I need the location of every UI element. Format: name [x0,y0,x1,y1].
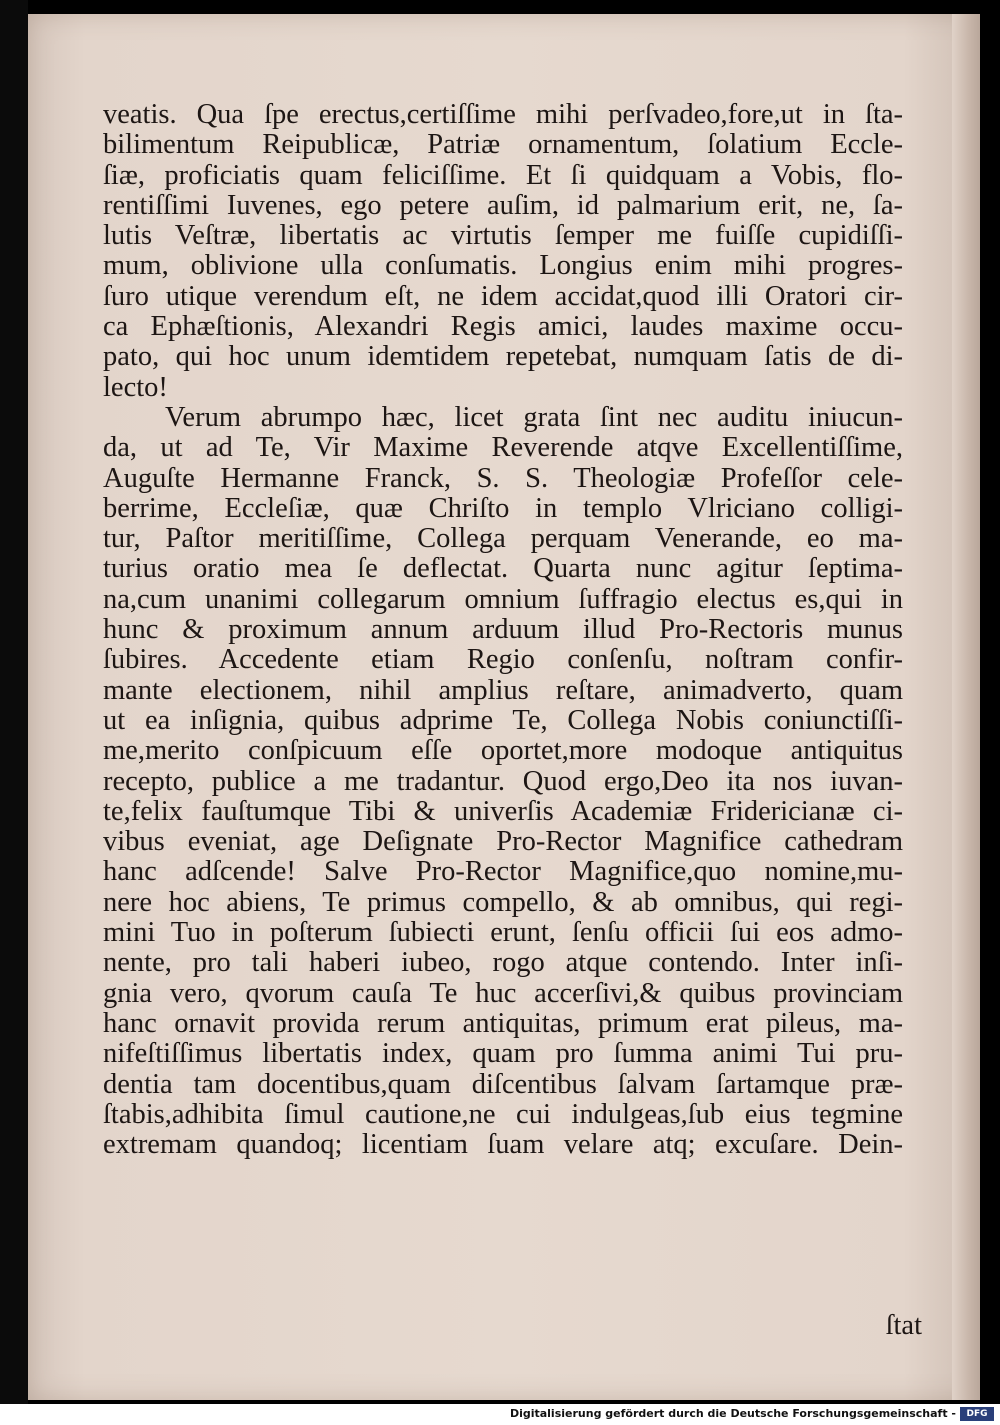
page-edge [952,14,980,1400]
text-line: mini Tuo in poſterum ſubiecti erunt, ſenſu officii ſui eos admo- [103,917,903,949]
text-line: recepto, publice a me tradantur. Quod ergo,Deo ita nos iuvan- [103,765,903,797]
text-line: lutis Veſtræ, libertatis ac virtutis ſemper me fuiſſe cupidiſſi- [103,220,903,252]
text-line: tur, Paſtor meritiſſime, Collega perquam Venerande, eo ma- [103,523,903,555]
text-line: turius oratio mea ſe deflectat. Quarta nunc agitur ſeptima- [103,553,903,585]
text-line: me,merito conſpicuum eſſe oportet,more modoque antiquitus [103,735,903,767]
funding-credit: Digitalisierung gefördert durch die Deutsche Forschungsgemeinschaft - [509,1407,956,1420]
text-line: vibus eveniat, age Deſignate Pro-Rector Magnifice cathedram [103,826,903,858]
text-line: ut ea inſignia, quibus adprime Te, Collega Nobis coniunctiſſi- [103,704,903,736]
dfg-logo: DFG [960,1407,994,1421]
text-line: da, ut ad Te, Vir Maxime Reverende atqve Excellentiſſime, [103,432,903,464]
text-line: rentiſſimi Iuvenes, ego petere auſim, id palmarium erit, ne, ſa- [103,189,903,221]
text-line: nente, pro tali haberi iubeo, rogo atque contendo. Inter inſi- [103,947,903,979]
text-line: gnia vero, qvorum cauſa Te huc accerſivi,& quibus provinciam [103,977,903,1009]
text-line: te,felix fauſtumque Tibi & univerſis Academiæ Fridericianæ ci- [103,795,903,827]
text-line: hunc & proximum annum arduum illud Pro-Rectoris munus [103,614,903,646]
text-line: dentia tam docentibus,quam diſcentibus ſalvam ſartamque præ- [103,1068,903,1100]
text-line: Verum abrumpo hæc, licet grata ſint nec auditu iniucun- [165,401,903,433]
text-line: Auguſte Hermanne Franck, S. S. Theologiæ Profeſſor cele- [103,462,903,494]
text-line: ſubires. Accedente etiam Regio conſenſu, noſtram confir- [103,644,903,676]
text-line: mante electionem, nihil amplius reſtare, animadverto, quam [103,674,903,706]
text-line: ca Ephæſtionis, Alexandri Regis amici, laudes maxime occu- [103,311,903,343]
text-line: bilimentum Reipublicæ, Patriæ ornamentum, ſolatium Eccle- [103,129,903,161]
text-line: ſtabis,adhibita ſimul cautione,ne cui indulgeas,ſub eius tegmine [103,1098,903,1130]
footer-bar [0,1404,1000,1425]
text-line: lecto! [103,371,168,403]
text-line: extremam quandoq; licentiam ſuam velare atq; excuſare. Dein- [103,1129,903,1161]
text-line: pato, qui hoc unum idemtidem repetebat, numquam ſatis de di- [103,341,903,373]
text-line: mum, oblivione ulla conſumatis. Longius enim mihi progres- [103,250,903,282]
body-text [103,100,903,1160]
text-line: na,cum unanimi collegarum omnium ſuffragio electus es,qui in [103,583,903,615]
catchword: ſtat [885,1310,922,1341]
text-line: berrime, Eccleſiæ, quæ Chriſto in templo Vlriciano colligi- [103,492,903,524]
text-line: hanc ornavit provida rerum antiquitas, primum erat pileus, ma- [103,1007,903,1039]
text-line: ſuro utique verendum eſt, ne idem accidat,quod illi Oratori cir- [103,280,903,312]
text-line: nere hoc abiens, Te primus compello, & ab omnibus, qui regi- [103,886,903,918]
scan-border [0,0,28,1425]
text-line: veatis. Qua ſpe erectus,certiſſime mihi perſvadeo,fore,ut in ſta- [103,99,903,130]
text-line: nifeſtiſſimus libertatis index, quam pro ſumma animi Tui pru- [103,1038,903,1070]
text-line: hanc adſcende! Salve Pro-Rector Magnifice,quo nomine,mu- [103,856,903,888]
text-line: ſiæ, proficiatis quam feliciſſime. Et ſi quidquam a Vobis, flo- [103,159,903,191]
